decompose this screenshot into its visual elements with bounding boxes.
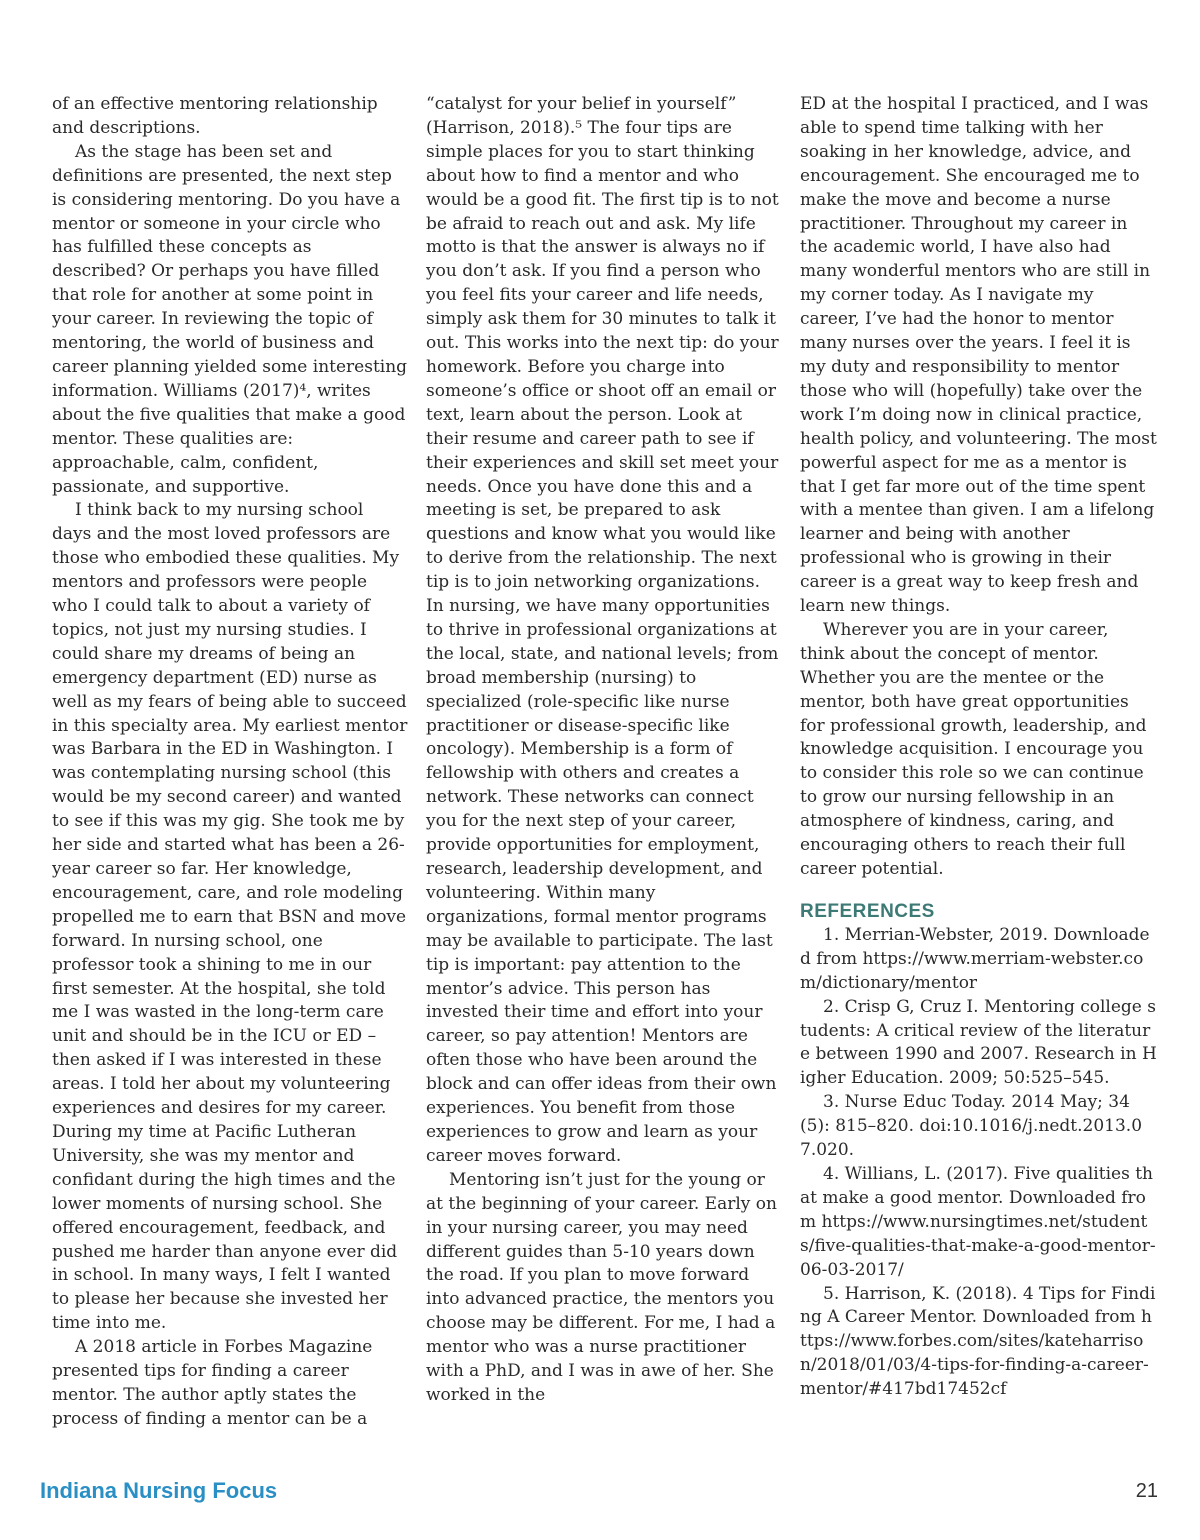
reference-item: 4. Willians, L. (2017). Five qualities that make a good mentor. Downloaded from https://www.nursingtimes.net/students/five-qualities-that-make-a-good-mentor-06-03-2017/ xyxy=(800,1163,1156,1280)
paragraph: I think back to my nursing school days and the most loved professors are those who embodied these qualities. My mentors and professors were people who I could talk to about a variety of topics, not just my nursing studies. I could share my dreams of being an emergency department (ED) nurse as well as my fears of being able to succeed in this specialty area. My earliest mentor was Barbara in the ED in Washington. I was contemplating nursing school (this would be my second career) and wanted to see if this was my gig. She took me by her side and started what has been a 26-year career so far. Her knowledge, encouragement, care, and role modeling propelled me to earn that BSN and move forward. In nursing school, one professor took a shining to me in our first semester. At the hospital, she told me I was wasted in the long-term care unit and should be in the ICU or ED – then asked if I was interested in these areas. I told her about my volunteering experiences and desires for my career. During my time at Pacific Lutheran University, she was my mentor and confidant during the high times and the lower moments of nursing school. She offered encouragement, feedback, and pushed me harder than anyone ever did in school. In many ways, I felt I wanted to please her because she invested her time into me. xyxy=(52,500,408,1334)
article-column-2 xyxy=(426,93,782,1408)
paragraph: ED at the hospital I practiced, and I was able to spend time talking with her soaking in her knowledge, advice, and encouragement. She encouraged me to make the move and become a nurse practitioner. Throughout my career in the academic world, I have also had many wonderful mentors who are still in my corner today. As I navigate my career, I’ve had the honor to mentor many nurses over the years. I feel it is my duty and responsibility to mentor those who will (hopefully) take over the work I’m doing now in clinical practice, health policy, and volunteering. The most powerful aspect for me as a mentor is that I get far more out of the time spent with a mentee than given. I am a lifelong learner and being with another professional who is growing in their career is a great way to keep fresh and learn new things. xyxy=(800,94,1157,617)
reference-item: 3. Nurse Educ Today. 2014 May; 34(5): 815–820. doi:10.1016/j.nedt.2013.07.020. xyxy=(800,1092,1143,1161)
paragraph: Mentoring isn’t just for the young or at the beginning of your career. Early on in your nursing career, you may need different guides than 5-10 years down the road. If you plan to move forward into advanced practice, the mentors you choose may be different. For me, I had a mentor who was a nurse practitioner with a PhD, and I was in awe of her. She worked in the xyxy=(426,1169,777,1405)
article-column-1 xyxy=(52,93,408,1432)
reference-item: 2. Crisp G, Cruz I. Mentoring college students: A critical review of the literature between 1990 and 2007. Research in Higher Education. 2009; 50:525–545. xyxy=(800,996,1157,1089)
references-heading: REFERENCES xyxy=(800,900,935,922)
paragraph: Wherever you are in your career, think about the concept of mentor. Whether you are the mentee or the mentor, both have great opportunities for professional growth, leadership, and knowledge acquisition. I encourage you to consider this role so we can continue to grow our nursing fellowship in an atmosphere of kindness, caring, and encouraging others to reach their full career potential. xyxy=(800,619,1147,879)
paragraph: “catalyst for your belief in yourself” (Harrison, 2018).⁵ The four tips are simple places for you to start thinking about how to find a mentor and who would be a good fit. The first tip is to not be afraid to reach out and ask. My life motto is that the answer is always no if you don’t ask. If you find a person who you feel fits your career and life needs, simply ask them for 30 minutes to talk it out. This works into the next tip: do your homework. Before you charge into someone’s office or shoot off an email or text, learn about the person. Look at their resume and career path to see if their experiences and skill set meet your needs. Once you have done this and a meeting is set, be prepared to ask questions and know what you would like to derive from the relationship. The next tip is to join networking organizations. In nursing, we have many opportunities to thrive in professional organizations at the local, state, and national levels; from broad membership (nursing) to specialized (role-specific like nurse practitioner or disease-specific like oncology). Membership is a form of fellowship with others and creates a network. These networks can connect you for the next step of your career, provide opportunities for employment, research, leadership development, and volunteering. Within many organizations, formal mentor programs may be available to participate. The last tip is important: pay attention to the mentor’s advice. This person has invested their time and effort into your career, so pay attention! Mentors are often those who have been around the block and can offer ideas from their own experiences. You benefit from those experiences to grow and learn as your career moves forward. xyxy=(426,94,779,1166)
paragraph: A 2018 article in Forbes Magazine presented tips for finding a career mentor. The author aptly states the process of finding a mentor can be a xyxy=(52,1337,373,1429)
paragraph: As the stage has been set and definitions are presented, the next step is considering mentoring. Do you have a mentor or someone in your circle who has fulfilled these concepts as described? Or perhaps you have filled that role for another at some point in your career. In reviewing the topic of mentoring, the world of business and career planning yielded some interesting information. Williams (2017)⁴, writes about the five qualities that make a good mentor. These qualities are: approachable, calm, confident, passionate, and supportive. xyxy=(52,141,408,497)
paragraph: of an effective mentoring relationship and descriptions. xyxy=(52,94,378,138)
references-list xyxy=(800,924,1158,1402)
reference-item: 5. Harrison, K. (2018). 4 Tips for Finding A Career Mentor. Downloaded from https://www.forbes.com/sites/kateharrison/2018/01/03/4-tips-for-finding-a-career-mentor/#417bd17452cf xyxy=(800,1283,1156,1400)
reference-item: 1. Merrian-Webster, 2019. Downloaded from https://www.merriam-webster.com/dictionary/mentor xyxy=(800,924,1150,993)
article-column-3 xyxy=(800,93,1158,1402)
publication-title: Indiana Nursing Focus xyxy=(40,1478,278,1503)
page-number: 21 xyxy=(1135,1480,1158,1502)
